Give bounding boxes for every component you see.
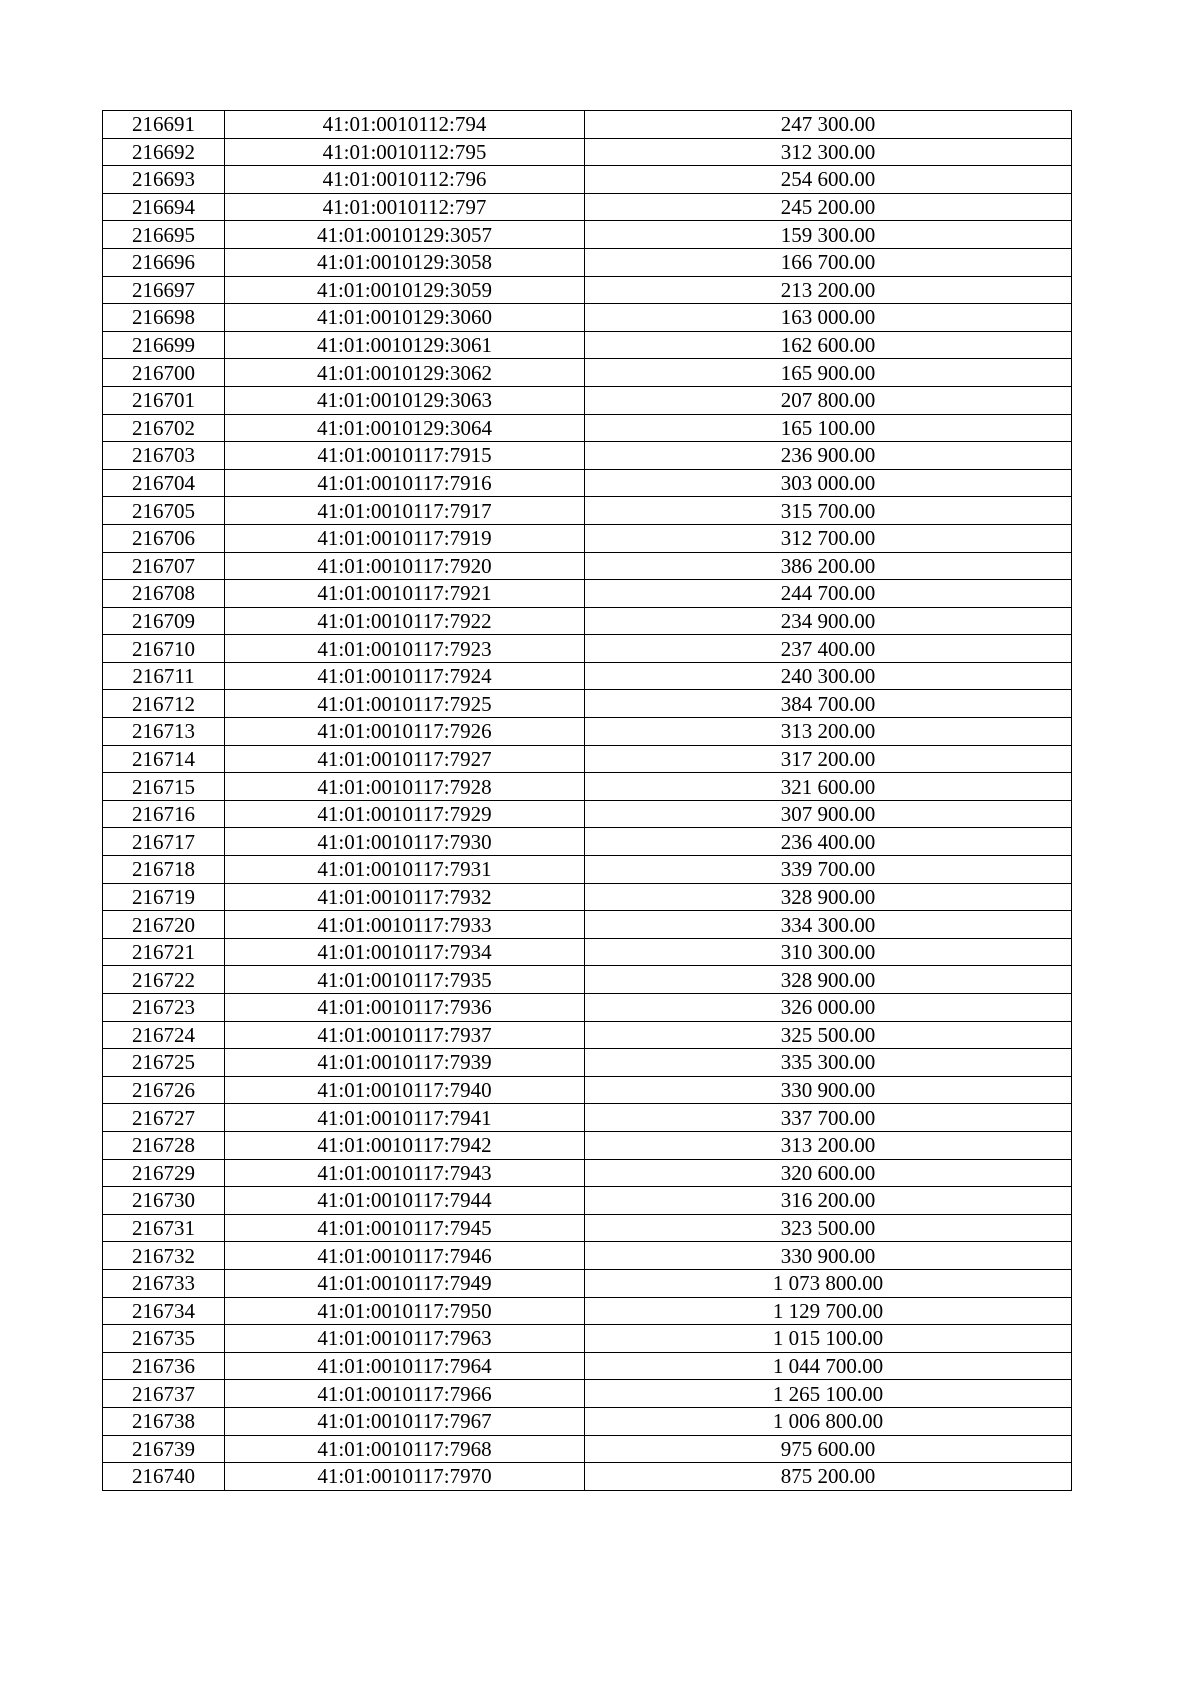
cadastral-value-cell: 323 500.00 <box>585 1214 1072 1242</box>
table-row <box>103 718 1072 746</box>
row-number-cell: 216736 <box>103 1352 225 1380</box>
cadastral-value-cell: 159 300.00 <box>585 221 1072 249</box>
cadastral-number-cell: 41:01:0010117:7942 <box>225 1131 585 1159</box>
row-number-cell: 216708 <box>103 580 225 608</box>
row-number-cell: 216702 <box>103 414 225 442</box>
cadastral-value-cell: 163 000.00 <box>585 304 1072 332</box>
row-number-cell: 216691 <box>103 111 225 139</box>
cadastral-value-cell: 310 300.00 <box>585 938 1072 966</box>
cadastral-value-cell: 313 200.00 <box>585 718 1072 746</box>
table-row <box>103 497 1072 525</box>
table-row <box>103 524 1072 552</box>
table-row <box>103 1049 1072 1077</box>
cadastral-number-cell: 41:01:0010129:3064 <box>225 414 585 442</box>
row-number-cell: 216730 <box>103 1187 225 1215</box>
cadastral-number-cell: 41:01:0010112:794 <box>225 111 585 139</box>
cadastral-value-cell: 1 073 800.00 <box>585 1269 1072 1297</box>
table-row <box>103 1104 1072 1132</box>
table-row <box>103 883 1072 911</box>
cadastral-number-cell: 41:01:0010129:3061 <box>225 331 585 359</box>
row-number-cell: 216732 <box>103 1242 225 1270</box>
table-row <box>103 304 1072 332</box>
cadastral-number-cell: 41:01:0010112:795 <box>225 138 585 166</box>
cadastral-number-cell: 41:01:0010117:7931 <box>225 856 585 884</box>
table-row <box>103 1021 1072 1049</box>
table-row <box>103 331 1072 359</box>
cadastral-number-cell: 41:01:0010117:7937 <box>225 1021 585 1049</box>
cadastral-value-cell: 1 044 700.00 <box>585 1352 1072 1380</box>
cadastral-value-cell: 335 300.00 <box>585 1049 1072 1077</box>
row-number-cell: 216720 <box>103 911 225 939</box>
cadastral-value-cell: 312 300.00 <box>585 138 1072 166</box>
cadastral-value-cell: 247 300.00 <box>585 111 1072 139</box>
cadastral-number-cell: 41:01:0010117:7917 <box>225 497 585 525</box>
table-row <box>103 994 1072 1022</box>
table-row <box>103 469 1072 497</box>
table-row <box>103 1242 1072 1270</box>
row-number-cell: 216693 <box>103 166 225 194</box>
cadastral-number-cell: 41:01:0010129:3059 <box>225 276 585 304</box>
row-number-cell: 216724 <box>103 1021 225 1049</box>
cadastral-value-cell: 334 300.00 <box>585 911 1072 939</box>
table-row <box>103 1214 1072 1242</box>
table-row <box>103 138 1072 166</box>
table-row <box>103 1159 1072 1187</box>
cadastral-value-cell: 312 700.00 <box>585 524 1072 552</box>
cadastral-number-cell: 41:01:0010117:7927 <box>225 745 585 773</box>
table-row <box>103 662 1072 690</box>
cadastral-value-cell: 337 700.00 <box>585 1104 1072 1132</box>
row-number-cell: 216725 <box>103 1049 225 1077</box>
cadastral-number-cell: 41:01:0010117:7920 <box>225 552 585 580</box>
row-number-cell: 216695 <box>103 221 225 249</box>
cadastral-value-cell: 330 900.00 <box>585 1242 1072 1270</box>
cadastral-number-cell: 41:01:0010117:7941 <box>225 1104 585 1132</box>
row-number-cell: 216710 <box>103 635 225 663</box>
cadastral-number-cell: 41:01:0010117:7943 <box>225 1159 585 1187</box>
table-row <box>103 1269 1072 1297</box>
row-number-cell: 216707 <box>103 552 225 580</box>
table-row <box>103 1463 1072 1491</box>
cadastral-number-cell: 41:01:0010117:7916 <box>225 469 585 497</box>
cadastral-number-cell: 41:01:0010117:7924 <box>225 662 585 690</box>
row-number-cell: 216712 <box>103 690 225 718</box>
cadastral-value-cell: 321 600.00 <box>585 773 1072 801</box>
row-number-cell: 216739 <box>103 1435 225 1463</box>
cadastral-value-cell: 213 200.00 <box>585 276 1072 304</box>
cadastral-value-cell: 316 200.00 <box>585 1187 1072 1215</box>
cadastral-number-cell: 41:01:0010117:7963 <box>225 1325 585 1353</box>
row-number-cell: 216717 <box>103 828 225 856</box>
row-number-cell: 216735 <box>103 1325 225 1353</box>
row-number-cell: 216705 <box>103 497 225 525</box>
row-number-cell: 216706 <box>103 524 225 552</box>
table-row <box>103 221 1072 249</box>
table-row <box>103 442 1072 470</box>
cadastral-value-cell: 165 900.00 <box>585 359 1072 387</box>
cadastral-number-cell: 41:01:0010117:7930 <box>225 828 585 856</box>
row-number-cell: 216729 <box>103 1159 225 1187</box>
table-row <box>103 1380 1072 1408</box>
cadastral-value-cell: 315 700.00 <box>585 497 1072 525</box>
cadastral-value-cell: 313 200.00 <box>585 1131 1072 1159</box>
row-number-cell: 216738 <box>103 1407 225 1435</box>
cadastral-value-cell: 244 700.00 <box>585 580 1072 608</box>
table-row <box>103 166 1072 194</box>
cadastral-number-cell: 41:01:0010117:7932 <box>225 883 585 911</box>
cadastral-value-cell: 245 200.00 <box>585 193 1072 221</box>
table-row <box>103 1325 1072 1353</box>
table-row <box>103 552 1072 580</box>
row-number-cell: 216734 <box>103 1297 225 1325</box>
cadastral-number-cell: 41:01:0010129:3062 <box>225 359 585 387</box>
cadastral-number-cell: 41:01:0010129:3063 <box>225 386 585 414</box>
cadastral-value-cell: 326 000.00 <box>585 994 1072 1022</box>
cadastral-value-cell: 875 200.00 <box>585 1463 1072 1491</box>
cadastral-value-cell: 317 200.00 <box>585 745 1072 773</box>
cadastral-value-cell: 328 900.00 <box>585 883 1072 911</box>
cadastral-value-cell: 236 400.00 <box>585 828 1072 856</box>
table-row <box>103 966 1072 994</box>
cadastral-value-cell: 1 015 100.00 <box>585 1325 1072 1353</box>
cadastral-number-cell: 41:01:0010117:7933 <box>225 911 585 939</box>
row-number-cell: 216694 <box>103 193 225 221</box>
table-row <box>103 414 1072 442</box>
table-row <box>103 1435 1072 1463</box>
table-row <box>103 607 1072 635</box>
row-number-cell: 216709 <box>103 607 225 635</box>
table-row <box>103 248 1072 276</box>
cadastral-value-cell: 207 800.00 <box>585 386 1072 414</box>
cadastral-number-cell: 41:01:0010112:797 <box>225 193 585 221</box>
cadastral-value-table <box>102 110 1072 1491</box>
row-number-cell: 216692 <box>103 138 225 166</box>
cadastral-value-cell: 237 400.00 <box>585 635 1072 663</box>
row-number-cell: 216728 <box>103 1131 225 1159</box>
row-number-cell: 216703 <box>103 442 225 470</box>
cadastral-value-cell: 320 600.00 <box>585 1159 1072 1187</box>
row-number-cell: 216697 <box>103 276 225 304</box>
cadastral-value-cell: 1 129 700.00 <box>585 1297 1072 1325</box>
row-number-cell: 216740 <box>103 1463 225 1491</box>
table-row <box>103 359 1072 387</box>
row-number-cell: 216700 <box>103 359 225 387</box>
row-number-cell: 216699 <box>103 331 225 359</box>
cadastral-number-cell: 41:01:0010117:7940 <box>225 1076 585 1104</box>
row-number-cell: 216711 <box>103 662 225 690</box>
row-number-cell: 216698 <box>103 304 225 332</box>
table-row <box>103 111 1072 139</box>
row-number-cell: 216715 <box>103 773 225 801</box>
table-row <box>103 276 1072 304</box>
row-number-cell: 216726 <box>103 1076 225 1104</box>
cadastral-number-cell: 41:01:0010117:7944 <box>225 1187 585 1215</box>
cadastral-number-cell: 41:01:0010117:7939 <box>225 1049 585 1077</box>
cadastral-number-cell: 41:01:0010117:7950 <box>225 1297 585 1325</box>
cadastral-number-cell: 41:01:0010129:3057 <box>225 221 585 249</box>
cadastral-number-cell: 41:01:0010117:7923 <box>225 635 585 663</box>
cadastral-value-cell: 307 900.00 <box>585 800 1072 828</box>
table-row <box>103 1076 1072 1104</box>
cadastral-value-cell: 1 006 800.00 <box>585 1407 1072 1435</box>
table-row <box>103 1187 1072 1215</box>
cadastral-value-cell: 1 265 100.00 <box>585 1380 1072 1408</box>
row-number-cell: 216722 <box>103 966 225 994</box>
cadastral-number-cell: 41:01:0010117:7970 <box>225 1463 585 1491</box>
table-row <box>103 1352 1072 1380</box>
cadastral-number-cell: 41:01:0010117:7926 <box>225 718 585 746</box>
cadastral-number-cell: 41:01:0010117:7967 <box>225 1407 585 1435</box>
cadastral-number-cell: 41:01:0010117:7949 <box>225 1269 585 1297</box>
row-number-cell: 216719 <box>103 883 225 911</box>
table-row <box>103 800 1072 828</box>
table-row <box>103 938 1072 966</box>
cadastral-number-cell: 41:01:0010117:7921 <box>225 580 585 608</box>
cadastral-number-cell: 41:01:0010117:7928 <box>225 773 585 801</box>
cadastral-value-cell: 254 600.00 <box>585 166 1072 194</box>
row-number-cell: 216718 <box>103 856 225 884</box>
table-row <box>103 911 1072 939</box>
cadastral-value-cell: 166 700.00 <box>585 248 1072 276</box>
row-number-cell: 216727 <box>103 1104 225 1132</box>
cadastral-number-cell: 41:01:0010129:3058 <box>225 248 585 276</box>
cadastral-number-cell: 41:01:0010117:7936 <box>225 994 585 1022</box>
row-number-cell: 216723 <box>103 994 225 1022</box>
row-number-cell: 216731 <box>103 1214 225 1242</box>
cadastral-value-cell: 165 100.00 <box>585 414 1072 442</box>
cadastral-value-cell: 328 900.00 <box>585 966 1072 994</box>
cadastral-number-cell: 41:01:0010117:7934 <box>225 938 585 966</box>
table-row <box>103 773 1072 801</box>
cadastral-number-cell: 41:01:0010117:7919 <box>225 524 585 552</box>
cadastral-number-cell: 41:01:0010129:3060 <box>225 304 585 332</box>
cadastral-number-cell: 41:01:0010117:7915 <box>225 442 585 470</box>
cadastral-value-cell: 330 900.00 <box>585 1076 1072 1104</box>
table-body <box>103 111 1072 1491</box>
row-number-cell: 216737 <box>103 1380 225 1408</box>
cadastral-number-cell: 41:01:0010117:7935 <box>225 966 585 994</box>
table-row <box>103 745 1072 773</box>
cadastral-number-cell: 41:01:0010112:796 <box>225 166 585 194</box>
cadastral-value-cell: 384 700.00 <box>585 690 1072 718</box>
cadastral-number-cell: 41:01:0010117:7968 <box>225 1435 585 1463</box>
table-row <box>103 635 1072 663</box>
row-number-cell: 216714 <box>103 745 225 773</box>
cadastral-number-cell: 41:01:0010117:7945 <box>225 1214 585 1242</box>
table-row <box>103 828 1072 856</box>
cadastral-value-cell: 386 200.00 <box>585 552 1072 580</box>
cadastral-number-cell: 41:01:0010117:7929 <box>225 800 585 828</box>
cadastral-value-cell: 339 700.00 <box>585 856 1072 884</box>
cadastral-number-cell: 41:01:0010117:7946 <box>225 1242 585 1270</box>
cadastral-number-cell: 41:01:0010117:7964 <box>225 1352 585 1380</box>
table-row <box>103 690 1072 718</box>
row-number-cell: 216716 <box>103 800 225 828</box>
cadastral-number-cell: 41:01:0010117:7925 <box>225 690 585 718</box>
table-row <box>103 1297 1072 1325</box>
table-row <box>103 856 1072 884</box>
row-number-cell: 216696 <box>103 248 225 276</box>
cadastral-value-cell: 975 600.00 <box>585 1435 1072 1463</box>
row-number-cell: 216733 <box>103 1269 225 1297</box>
cadastral-value-cell: 303 000.00 <box>585 469 1072 497</box>
table-row <box>103 1407 1072 1435</box>
cadastral-value-cell: 325 500.00 <box>585 1021 1072 1049</box>
cadastral-value-cell: 234 900.00 <box>585 607 1072 635</box>
row-number-cell: 216704 <box>103 469 225 497</box>
table-row <box>103 580 1072 608</box>
row-number-cell: 216701 <box>103 386 225 414</box>
table-row <box>103 193 1072 221</box>
table-row <box>103 386 1072 414</box>
cadastral-number-cell: 41:01:0010117:7966 <box>225 1380 585 1408</box>
row-number-cell: 216713 <box>103 718 225 746</box>
cadastral-value-cell: 236 900.00 <box>585 442 1072 470</box>
cadastral-value-cell: 162 600.00 <box>585 331 1072 359</box>
cadastral-value-cell: 240 300.00 <box>585 662 1072 690</box>
cadastral-number-cell: 41:01:0010117:7922 <box>225 607 585 635</box>
table-row <box>103 1131 1072 1159</box>
row-number-cell: 216721 <box>103 938 225 966</box>
